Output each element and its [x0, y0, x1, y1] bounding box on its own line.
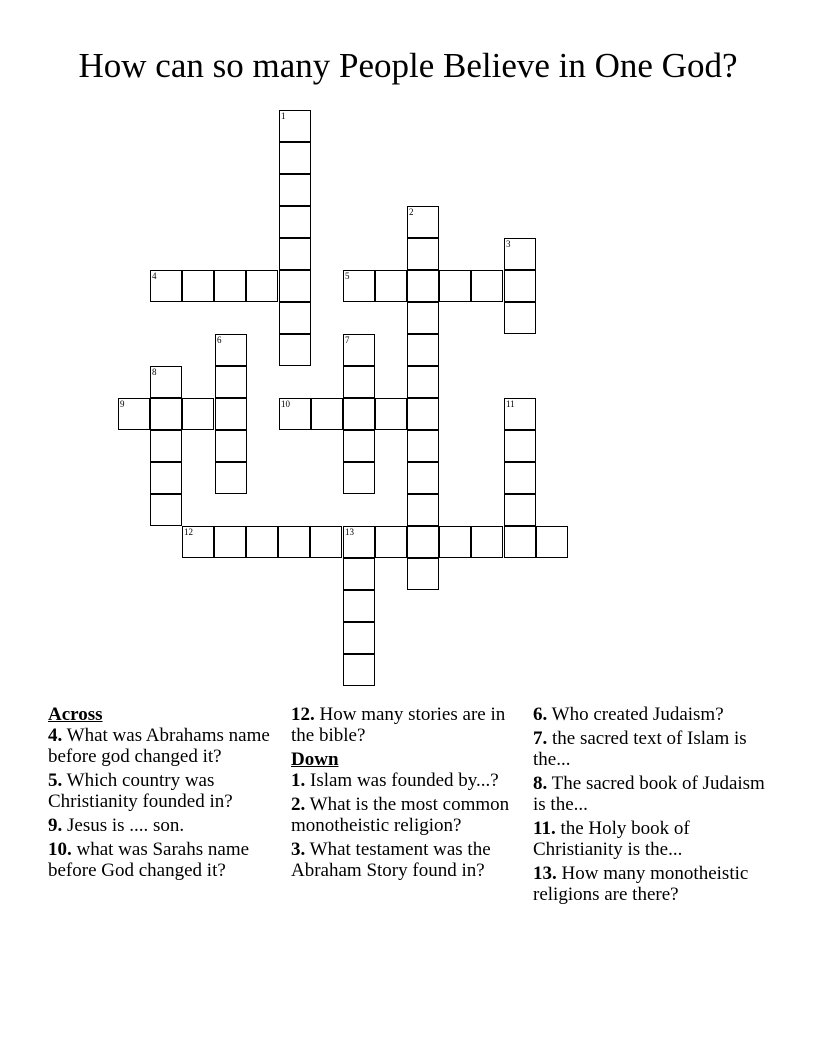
grid-cell[interactable] — [407, 270, 439, 302]
across-heading: Across — [48, 704, 103, 725]
down-clue-list-continued — [533, 704, 773, 905]
grid-cell[interactable] — [439, 270, 471, 302]
clues-column-2 — [291, 704, 519, 884]
grid-cell[interactable] — [407, 462, 439, 494]
clue-item — [48, 770, 284, 812]
clue-item — [48, 815, 284, 836]
grid-cell[interactable] — [504, 494, 536, 526]
clue-number-label: 1 — [281, 111, 286, 121]
grid-cell[interactable] — [407, 398, 439, 430]
grid-cell[interactable] — [439, 526, 471, 558]
clue-number: 8. — [533, 773, 548, 794]
grid-cell[interactable] — [343, 430, 375, 462]
clue-item — [533, 704, 773, 725]
grid-cell[interactable] — [278, 526, 310, 558]
clue-text: What testament was the Abraham Story found in? — [291, 839, 491, 881]
grid-cell[interactable] — [504, 462, 536, 494]
clue-number-label: 11 — [506, 399, 515, 409]
clue-item — [291, 770, 519, 791]
grid-cell[interactable] — [407, 494, 439, 526]
clue-number: 6. — [533, 704, 548, 725]
clue-number-label: 13 — [345, 527, 354, 537]
grid-cell[interactable] — [215, 366, 247, 398]
clue-text: Who created Judaism? — [547, 704, 724, 725]
grid-cell[interactable] — [375, 526, 407, 558]
clue-number: 10. — [48, 839, 72, 860]
grid-cell[interactable] — [311, 398, 343, 430]
clue-number: 2. — [291, 794, 306, 815]
clues-column-3 — [533, 704, 773, 908]
clue-number: 5. — [48, 770, 63, 791]
grid-cell[interactable] — [279, 238, 311, 270]
grid-cell[interactable] — [279, 270, 311, 302]
grid-cell[interactable] — [343, 398, 375, 430]
clue-number-label: 3 — [506, 239, 511, 249]
clue-item — [533, 728, 773, 770]
grid-cell[interactable] — [150, 494, 182, 526]
clue-item — [291, 794, 519, 836]
clue-number: 7. — [533, 728, 548, 749]
grid-cell[interactable] — [504, 302, 536, 334]
clue-item — [291, 839, 519, 881]
clue-number: 3. — [291, 839, 306, 860]
clue-text: the sacred text of Islam is the... — [533, 728, 747, 770]
grid-cell[interactable] — [504, 526, 536, 558]
grid-cell[interactable] — [279, 174, 311, 206]
clue-number: 1. — [291, 770, 306, 791]
grid-cell[interactable] — [407, 366, 439, 398]
clue-text: what was Sarahs name before God changed it? — [48, 839, 250, 881]
clue-text: What is the most common monotheistic religion? — [291, 794, 510, 836]
grid-cell[interactable] — [246, 526, 278, 558]
clue-number-label: 6 — [217, 335, 222, 345]
grid-cell[interactable] — [343, 558, 375, 590]
clue-item — [533, 773, 773, 815]
grid-cell[interactable] — [279, 302, 311, 334]
grid-cell[interactable] — [375, 270, 407, 302]
grid-cell[interactable] — [343, 622, 375, 654]
grid-cell[interactable] — [343, 366, 375, 398]
clue-number-label: 8 — [152, 367, 157, 377]
grid-cell[interactable] — [279, 206, 311, 238]
grid-cell[interactable] — [407, 430, 439, 462]
grid-cell[interactable] — [407, 558, 439, 590]
grid-cell[interactable] — [407, 334, 439, 366]
grid-cell[interactable] — [375, 398, 407, 430]
grid-cell[interactable] — [214, 270, 246, 302]
clue-number-label: 10 — [281, 399, 290, 409]
clue-item — [533, 863, 773, 905]
clue-number: 13. — [533, 863, 557, 884]
clue-text: How many stories are in the bible? — [291, 704, 506, 746]
grid-cell[interactable] — [471, 270, 503, 302]
grid-cell[interactable] — [279, 142, 311, 174]
grid-cell[interactable] — [150, 398, 182, 430]
clue-text: Which country was Christianity founded in? — [48, 770, 233, 812]
clue-number: 11. — [533, 818, 556, 839]
clue-text: What was Abrahams name before god changed it? — [48, 725, 270, 767]
clue-item — [48, 839, 284, 881]
clue-number-label: 12 — [184, 527, 193, 537]
grid-cell[interactable] — [343, 654, 375, 686]
grid-cell[interactable] — [407, 238, 439, 270]
down-clue-list — [291, 770, 519, 881]
clue-number-label: 7 — [345, 335, 350, 345]
clue-item — [48, 725, 284, 767]
clue-text: Jesus is .... son. — [62, 815, 185, 836]
grid-cell[interactable] — [504, 270, 536, 302]
grid-cell[interactable] — [246, 270, 278, 302]
clue-item — [533, 818, 773, 860]
grid-cell[interactable] — [536, 526, 568, 558]
grid-cell[interactable] — [504, 430, 536, 462]
grid-cell[interactable] — [310, 526, 342, 558]
clue-text: the Holy book of Christianity is the... — [533, 818, 690, 860]
clues-column-1 — [48, 704, 284, 884]
clue-number-label: 5 — [345, 271, 350, 281]
clue-text: How many monotheistic religions are there? — [533, 863, 749, 905]
grid-cell[interactable] — [343, 462, 375, 494]
grid-cell[interactable] — [214, 526, 246, 558]
across-clue-list — [48, 725, 284, 881]
grid-cell[interactable] — [182, 270, 214, 302]
grid-cell[interactable] — [407, 302, 439, 334]
grid-cell[interactable] — [215, 398, 247, 430]
grid-cell[interactable] — [182, 398, 214, 430]
puzzle-title: How can so many People Believe in One God? — [78, 46, 738, 85]
clue-text: The sacred book of Judaism is the... — [533, 773, 765, 815]
grid-cell[interactable] — [407, 526, 439, 558]
clue-number-label: 4 — [152, 271, 157, 281]
grid-cell[interactable] — [471, 526, 503, 558]
down-heading: Down — [291, 749, 339, 770]
grid-cell[interactable] — [215, 462, 247, 494]
grid-cell[interactable] — [150, 462, 182, 494]
clue-number: 4. — [48, 725, 63, 746]
clue-item — [291, 704, 519, 746]
clue-number-label: 9 — [120, 399, 125, 409]
grid-cell[interactable] — [279, 334, 311, 366]
clue-text: Islam was founded by...? — [305, 770, 499, 791]
grid-cell[interactable] — [150, 430, 182, 462]
clue-number-label: 2 — [409, 207, 414, 217]
across-clue-list-continued — [291, 704, 519, 746]
grid-cell[interactable] — [343, 590, 375, 622]
clue-number: 9. — [48, 815, 63, 836]
grid-cell[interactable] — [215, 430, 247, 462]
clue-number: 12. — [291, 704, 315, 725]
